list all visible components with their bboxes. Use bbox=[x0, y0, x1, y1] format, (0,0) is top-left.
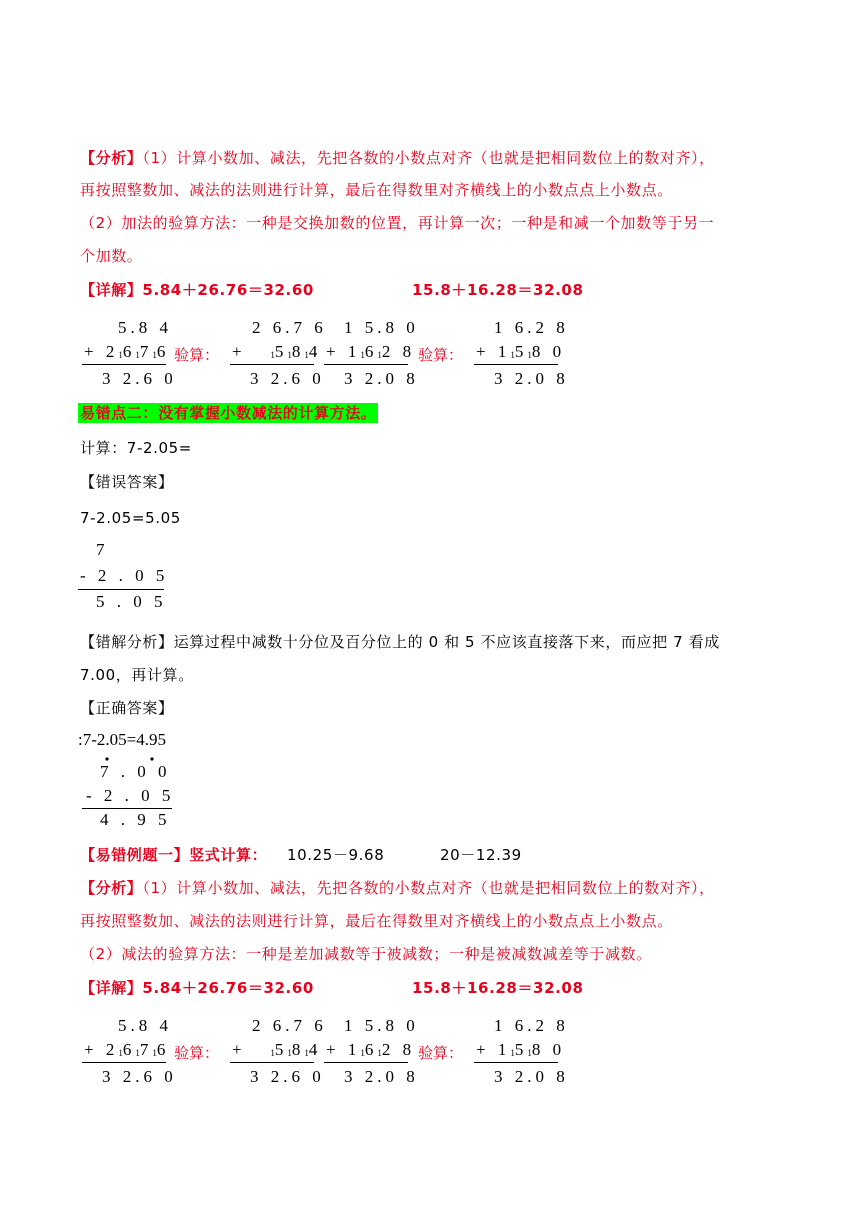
point2-question: 计算：7-2.05= bbox=[80, 439, 192, 457]
example1-q1: 10.25－9.68 bbox=[287, 846, 385, 864]
analysis-line-4: 个加数。 bbox=[80, 247, 143, 265]
example1-analysis-tag: 【分析】 bbox=[80, 879, 143, 897]
example1-q2: 20－12.39 bbox=[440, 846, 522, 864]
calc2-b-line bbox=[230, 1062, 314, 1063]
check-label-4: 验算： bbox=[418, 1044, 464, 1062]
analysis-line-3: （2）加法的验算方法：一种是交换加数的位置，再计算一次；一种是和减一个加数等于另一 bbox=[80, 214, 715, 232]
example1-analysis-line-2: 再按照整数加、减法的法则进行计算，最后在得数里对齐横线上的小数点点上小数点。 bbox=[80, 912, 673, 930]
correct-calc-top: 7 . 0 0 bbox=[100, 762, 171, 781]
wrong-answer-eq: 7-2.05=5.05 bbox=[80, 509, 181, 527]
detail-tag: 【详解】 bbox=[80, 281, 143, 299]
example1-analysis-line-1: 【分析】（1）计算小数加、减法，先把各数的小数点对齐（也就是把相同数位上的数对齐）， bbox=[80, 879, 715, 897]
vertical-calc-block-2 bbox=[80, 1016, 600, 1088]
correct-answer-tag: 【正确答案】 bbox=[80, 699, 174, 717]
calc2-d-line bbox=[474, 1062, 558, 1063]
vertical-calc-block-1 bbox=[80, 318, 600, 390]
calc-c-result: 3 2.0 8 bbox=[344, 369, 419, 388]
correct-eq: :7-2.05=4.95 bbox=[78, 730, 166, 749]
analysis-tag: 【分析】 bbox=[80, 149, 143, 167]
calc2-c-mid: + $1_16_12$ 8 bbox=[326, 1040, 416, 1059]
calc-d-mid: + $1_15_18$ 0 bbox=[476, 342, 566, 361]
calc2-d-top: 1 6.2 8 bbox=[494, 1016, 569, 1035]
wrong-calc-mid: - 2 . 0 5 bbox=[80, 566, 169, 585]
analysis-text-1: （1）计算小数加、减法，先把各数的小数点对齐（也就是把相同数位上的数对齐）， bbox=[142, 149, 715, 167]
example1-detail-line: 【详解】5.84＋26.76＝32.60 bbox=[80, 979, 314, 997]
check-label-2: 验算： bbox=[418, 346, 464, 364]
calc2-c-top: 1 5.8 0 bbox=[344, 1016, 419, 1035]
calc2-c-result: 3 2.0 8 bbox=[344, 1067, 419, 1086]
point2-title-row bbox=[78, 403, 378, 423]
calc2-a-top: 5.8 4 bbox=[118, 1016, 172, 1035]
example1-detail-eq-2: 15.8＋16.28＝32.08 bbox=[412, 979, 584, 997]
analysis-line-2: 再按照整数加、减法的法则进行计算，最后在得数里对齐横线上的小数点点上小数点。 bbox=[80, 181, 673, 199]
wrong-calc-top: 7 bbox=[96, 540, 109, 559]
correct-vertical-calc bbox=[78, 730, 198, 830]
calc2-b-top: 2 6.7 6 bbox=[252, 1016, 327, 1035]
calc-d-top: 1 6.2 8 bbox=[494, 318, 569, 337]
calc-b-mid: + $_15_18_14$ bbox=[232, 342, 322, 361]
wrong-answer-tag: 【错误答案】 bbox=[80, 473, 174, 491]
calc2-a-line bbox=[82, 1062, 166, 1063]
wrong-calc-line bbox=[78, 589, 164, 590]
wrong-analysis-line-1: 【错解分析】运算过程中减数十分位及百分位上的 0 和 5 不应该直接落下来，而应把 7 看成 bbox=[80, 633, 720, 651]
wrong-calc-result: 5 . 0 5 bbox=[96, 592, 167, 611]
calc-d-result: 3 2.0 8 bbox=[494, 369, 569, 388]
calc2-d-result: 3 2.0 8 bbox=[494, 1067, 569, 1086]
calc2-a-mid: + $2_16_17_16$ bbox=[84, 1040, 170, 1059]
wrong-vertical-calc bbox=[78, 540, 178, 615]
calc-a-result: 3 2.6 0 bbox=[102, 369, 177, 388]
correct-calc-line bbox=[82, 808, 172, 809]
check-label-3: 验算： bbox=[174, 1044, 220, 1062]
wrong-analysis-line-2: 7.00，再计算。 bbox=[80, 666, 194, 684]
calc-b-line bbox=[230, 364, 314, 365]
calc2-d-mid: + $1_15_18$ 0 bbox=[476, 1040, 566, 1059]
example1-tag: 【易错例题一】竖式计算： bbox=[80, 846, 268, 864]
calc-b-result: 3 2.6 0 bbox=[250, 369, 325, 388]
calc2-b-mid: + $_15_18_14$ bbox=[232, 1040, 322, 1059]
example1-analysis-line-3: （2）减法的验算方法：一种是差加减数等于被减数；一种是被减数减差等于减数。 bbox=[80, 945, 652, 963]
correct-calc-mid: - 2 . 0 5 bbox=[86, 786, 175, 805]
point2-title: 易错点二：没有掌握小数减法的计算方法。 bbox=[80, 404, 377, 422]
calc-c-mid: + $1_16_12$ 8 bbox=[326, 342, 416, 361]
calc-b-top: 2 6.7 6 bbox=[252, 318, 327, 337]
calc-c-top: 1 5.8 0 bbox=[344, 318, 419, 337]
calc2-b-result: 3 2.6 0 bbox=[250, 1067, 325, 1086]
analysis-line-1 bbox=[80, 148, 715, 168]
detail-eq-2: 15.8＋16.28＝32.08 bbox=[412, 281, 584, 299]
correct-calc-result: 4 . 9 5 bbox=[100, 810, 171, 829]
calc-a-top: 5.8 4 bbox=[118, 318, 172, 337]
detail-eq-1: 5.84＋26.76＝32.60 bbox=[142, 281, 314, 299]
calc-c-line bbox=[324, 364, 408, 365]
calc2-c-line bbox=[324, 1062, 408, 1063]
calc-d-line bbox=[474, 364, 558, 365]
calc2-a-result: 3 2.6 0 bbox=[102, 1067, 177, 1086]
check-label-1: 验算： bbox=[174, 346, 220, 364]
detail-line bbox=[80, 280, 314, 300]
calc-a-mid: + $2_16_17_16$ bbox=[84, 342, 170, 361]
calc-a-line bbox=[82, 364, 166, 365]
